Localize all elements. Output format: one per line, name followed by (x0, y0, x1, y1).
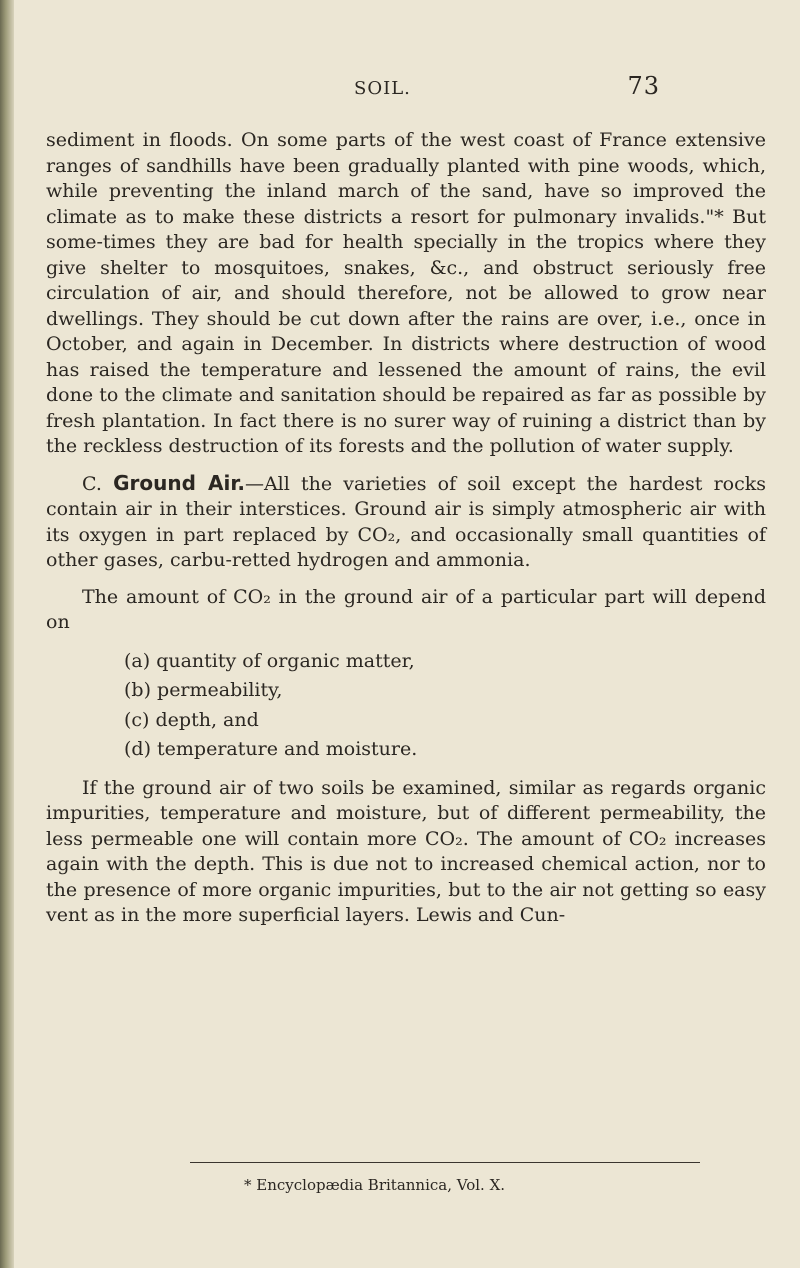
running-header (354, 72, 660, 100)
paragraph-1: sediment in floods. On some parts of the west coast of France extensive ranges of sandhills have been gradually planted with pine woods, which, while preventing the inland march of the sand, have so improved the climate as to make these districts a resort for pulmonary invalids."* But some-times they are bad for health specially in the tropics where they give shelter to mosquitoes, snakes, &c., and obstruct seriously free circulation of air, and should therefore, not be allowed to grow near dwellings. They should be cut down after the rains are over, i.e., once in October, and again in December. In districts where destruction of wood has raised the temperature and lessened the amount of rains, the evil done to the climate and sanitation should be repaired as far as possible by fresh plantation. In fact there is no surer way of ruining a district than by the reckless destruction of its forests and the pollution of water supply. (46, 129, 766, 457)
page-body (46, 128, 766, 929)
factor-list (124, 647, 766, 765)
paragraph-3: The amount of CO₂ in the ground air of a particular part will depend on (46, 585, 766, 633)
book-page (14, 0, 800, 1268)
section-c-text: —All the varieties of soil except the hardest rocks contain air in their interstices. Ground air is simply atmospheric air with its oxygen in part replaced by CO₂, and occasionally small quantities of other gases, carbu-retted hydrogen and ammonia. (46, 472, 766, 571)
section-label: C. (82, 472, 102, 495)
book-binding-edge (0, 0, 14, 1268)
list-item: (b) permeability, (124, 679, 283, 701)
list-item: (c) depth, and (124, 708, 259, 731)
page-number: 73 (627, 72, 660, 100)
paragraph-4: If the ground air of two soils be examined, similar as regards organic impurities, temperature and moisture, but of different permeability, the less permeable one will contain more CO₂. The amount of CO₂ increases again with the depth. This is due not to increased chemical action, nor to the presence of more organic impurities, but to the air not getting so easy vent as in the more superficial layers. Lewis and Cun- (46, 776, 766, 926)
list-item: (a) quantity of organic matter, (124, 649, 415, 672)
section-c-paragraph (46, 471, 766, 574)
running-title: SOIL. (354, 78, 411, 99)
footnote-rule (190, 1162, 700, 1163)
list-item: (d) temperature and moisture. (124, 738, 418, 760)
footnote: * Encyclopædia Britannica, Vol. X. (244, 1176, 506, 1194)
section-heading: Ground Air. (113, 470, 245, 495)
